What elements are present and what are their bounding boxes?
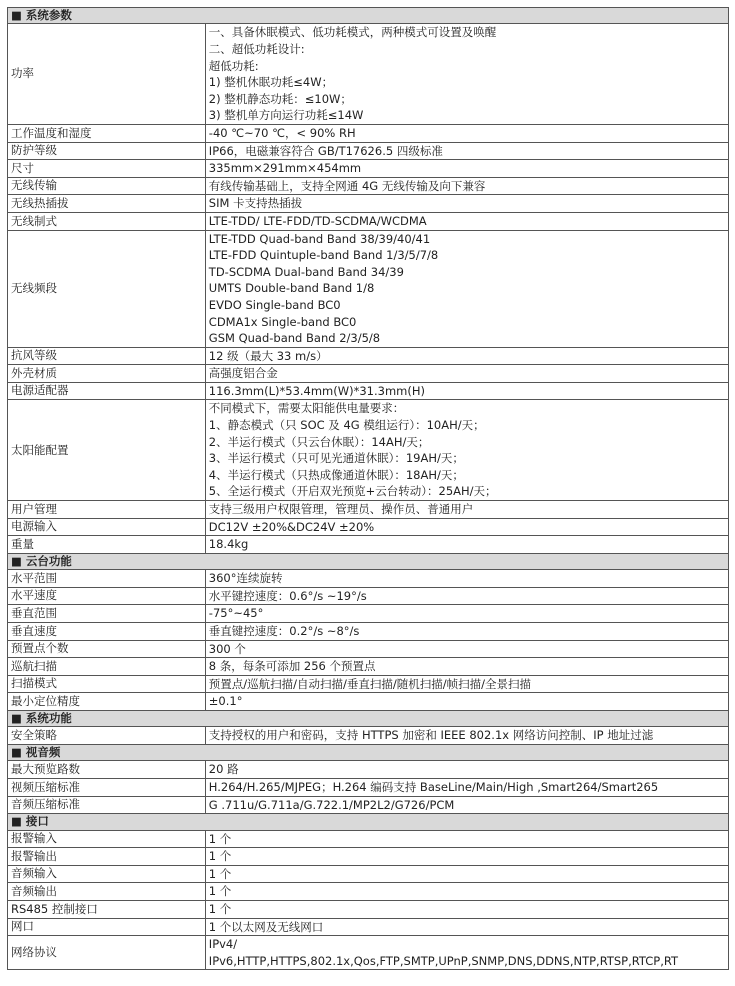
spec-label: 无线热插拔 xyxy=(8,195,206,213)
spec-label: 重量 xyxy=(8,536,206,554)
spec-value xyxy=(205,230,728,347)
spec-value-line: 2) 整机静态功耗：≤10W； xyxy=(208,91,352,106)
spec-value-line: 1、静态模式（只 SOC 及 4G 模组运行）：10AH/天； xyxy=(208,418,485,433)
spec-label: 电源输入 xyxy=(8,518,206,536)
spec-value xyxy=(205,124,728,142)
spec-row xyxy=(8,501,729,519)
spec-row xyxy=(8,605,729,623)
spec-value xyxy=(205,605,728,623)
spec-value xyxy=(205,212,728,230)
spec-value-line: G .711u/G.711a/G.722.1/MP2L2/G726/PCM xyxy=(208,797,455,812)
spec-row xyxy=(8,693,729,711)
spec-row xyxy=(8,124,729,142)
spec-value-line: TD-SCDMA Dual-band Band 34/39 xyxy=(208,264,404,279)
spec-label: 工作温度和湿度 xyxy=(8,124,206,142)
spec-label: 最大预览路数 xyxy=(8,761,206,779)
spec-value-line: 支持三级用户权限管理，管理员、操作员、普通用户 xyxy=(208,502,474,517)
spec-value-line: LTE-FDD Quintuple-band Band 1/3/5/7/8 xyxy=(208,248,439,263)
section-title: ■ 系统功能 xyxy=(8,710,729,726)
spec-value xyxy=(205,693,728,711)
spec-label: 用户管理 xyxy=(8,501,206,519)
spec-value xyxy=(205,24,728,125)
spec-row xyxy=(8,865,729,883)
section-header-row xyxy=(8,553,729,569)
spec-value-line: EVDO Single-band BC0 xyxy=(208,297,341,312)
spec-value-line: 1 个 xyxy=(208,831,232,846)
spec-label: 防护等级 xyxy=(8,142,206,160)
spec-value xyxy=(205,778,728,796)
spec-value-line: 1 个 xyxy=(208,866,232,881)
spec-value-line: 116.3mm(L)*53.4mm(W)*31.3mm(H) xyxy=(208,383,425,398)
spec-value-line: ±0.1° xyxy=(208,694,243,709)
spec-value-line: 预置点/巡航扫描/自动扫描/垂直扫描/随机扫描/帧扫描/全景扫描 xyxy=(208,676,532,691)
spec-value-line: 360°连续旋转 xyxy=(208,571,283,586)
spec-value xyxy=(205,796,728,814)
spec-value xyxy=(205,883,728,901)
spec-row xyxy=(8,24,729,125)
spec-label: 音频输入 xyxy=(8,865,206,883)
spec-row xyxy=(8,936,729,970)
spec-value-line: 3、半运行模式（只可见光通道休眠）：19AH/天； xyxy=(208,451,464,466)
spec-row xyxy=(8,658,729,676)
spec-value-line: 2、半运行模式（只云台休眠）：14AH/天； xyxy=(208,434,430,449)
spec-label: 抗风等级 xyxy=(8,347,206,365)
spec-value xyxy=(205,347,728,365)
section-title: ■ 系统参数 xyxy=(8,8,729,24)
spec-value-line: 1 个 xyxy=(208,884,232,899)
spec-label: 音频输出 xyxy=(8,883,206,901)
section-header-row xyxy=(8,814,729,830)
spec-row xyxy=(8,195,729,213)
spec-value xyxy=(205,400,728,501)
section-header-row xyxy=(8,710,729,726)
spec-value xyxy=(205,918,728,936)
spec-value xyxy=(205,830,728,848)
spec-value xyxy=(205,761,728,779)
spec-value-line: IPv6,HTTP,HTTPS,802.1x,Qos,FTP,SMTP,UPnP,SNMP,DNS,DDNS,NTP,RTSP,RTCP,RT xyxy=(208,953,679,968)
spec-label: 扫描模式 xyxy=(8,675,206,693)
spec-row xyxy=(8,900,729,918)
spec-value-line: GSM Quad-band Band 2/3/5/8 xyxy=(208,331,381,346)
spec-row xyxy=(8,918,729,936)
section-title: ■ 视音频 xyxy=(8,744,729,760)
spec-value-line: SIM 卡支持热插拔 xyxy=(208,196,303,211)
spec-label: 电源适配器 xyxy=(8,382,206,400)
spec-value-line: UMTS Double-band Band 1/8 xyxy=(208,281,375,296)
spec-value-line: -75°~45° xyxy=(208,606,264,621)
spec-value-line: 1 个 xyxy=(208,849,232,864)
spec-label: 视频压缩标准 xyxy=(8,778,206,796)
spec-value xyxy=(205,727,728,745)
spec-value xyxy=(205,658,728,676)
spec-value-line: -40 ℃~70 ℃，< 90% RH xyxy=(208,125,356,140)
spec-value-line: 12 级（最大 33 m/s） xyxy=(208,348,328,363)
spec-row xyxy=(8,778,729,796)
spec-value xyxy=(205,675,728,693)
spec-value xyxy=(205,900,728,918)
spec-value-line: DC12V ±20%&DC24V ±20% xyxy=(208,519,375,534)
spec-value xyxy=(205,865,728,883)
spec-row xyxy=(8,212,729,230)
spec-label: 水平速度 xyxy=(8,587,206,605)
spec-value-line: 1) 整机休眠功耗≤4W； xyxy=(208,75,334,90)
spec-row xyxy=(8,365,729,383)
spec-label: 外壳材质 xyxy=(8,365,206,383)
spec-value-line: 20 路 xyxy=(208,762,239,777)
spec-row xyxy=(8,177,729,195)
spec-value-line: 二、超低功耗设计: xyxy=(208,42,305,56)
spec-row xyxy=(8,142,729,160)
spec-label: 无线频段 xyxy=(8,230,206,347)
spec-label: 报警输入 xyxy=(8,830,206,848)
spec-row xyxy=(8,761,729,779)
spec-label: 尺寸 xyxy=(8,160,206,178)
spec-row xyxy=(8,570,729,588)
spec-label: 网口 xyxy=(8,918,206,936)
spec-value xyxy=(205,518,728,536)
spec-value-line: LTE-TDD/ LTE-FDD/TD-SCDMA/WCDMA xyxy=(208,213,427,228)
spec-row xyxy=(8,796,729,814)
spec-value-line: 335mm×291mm×454mm xyxy=(208,161,362,176)
spec-label: 安全策略 xyxy=(8,727,206,745)
spec-value xyxy=(205,936,728,970)
spec-row xyxy=(8,382,729,400)
spec-value xyxy=(205,623,728,641)
section-title: ■ 云台功能 xyxy=(8,553,729,569)
spec-value-line: 3) 整机单方向运行功耗≤14W xyxy=(208,108,364,123)
spec-value xyxy=(205,501,728,519)
spec-value xyxy=(205,195,728,213)
spec-value-line: 18.4kg xyxy=(208,537,249,552)
spec-value-line: 8 条，每条可添加 256 个预置点 xyxy=(208,659,376,674)
spec-label: 功率 xyxy=(8,24,206,125)
spec-label: RS485 控制接口 xyxy=(8,900,206,918)
spec-row xyxy=(8,536,729,554)
spec-row xyxy=(8,518,729,536)
spec-row xyxy=(8,230,729,347)
spec-label: 音频压缩标准 xyxy=(8,796,206,814)
spec-value-line: 高强度铝合金 xyxy=(208,366,278,381)
spec-label: 报警输出 xyxy=(8,848,206,866)
spec-label: 无线制式 xyxy=(8,212,206,230)
spec-table xyxy=(7,7,729,970)
spec-value-line: 4、半运行模式（只热成像通道休眠）：18AH/天； xyxy=(208,467,464,482)
spec-label: 垂直范围 xyxy=(8,605,206,623)
spec-label: 太阳能配置 xyxy=(8,400,206,501)
spec-value xyxy=(205,587,728,605)
spec-value-line: 300 个 xyxy=(208,641,246,656)
spec-row xyxy=(8,160,729,178)
spec-row xyxy=(8,347,729,365)
section-title: ■ 接口 xyxy=(8,814,729,830)
section-header-row xyxy=(8,744,729,760)
spec-value-line: 水平键控速度：0.6°/s ~19°/s xyxy=(208,588,367,603)
spec-value-line: LTE-TDD Quad-band Band 38/39/40/41 xyxy=(208,231,431,246)
spec-row xyxy=(8,883,729,901)
spec-value-line: 一、具备休眠模式、低功耗模式，两种模式可设置及唤醒 xyxy=(208,25,497,40)
spec-value xyxy=(205,142,728,160)
spec-label: 预置点个数 xyxy=(8,640,206,658)
spec-value xyxy=(205,365,728,383)
spec-row xyxy=(8,640,729,658)
spec-value-line: 不同模式下，需要太阳能供电量要求： xyxy=(208,401,405,416)
spec-value-line: 1 个以太网及无线网口 xyxy=(208,919,324,934)
spec-value-line: 超低功耗: xyxy=(208,58,259,73)
spec-value xyxy=(205,640,728,658)
spec-label: 最小定位精度 xyxy=(8,693,206,711)
spec-value-line: CDMA1x Single-band BC0 xyxy=(208,314,357,329)
spec-label: 巡航扫描 xyxy=(8,658,206,676)
spec-value xyxy=(205,160,728,178)
spec-label: 垂直速度 xyxy=(8,623,206,641)
spec-value-line: 1 个 xyxy=(208,901,232,916)
spec-value xyxy=(205,570,728,588)
spec-label: 网络协议 xyxy=(8,936,206,970)
section-header-row xyxy=(8,8,729,24)
spec-table-body xyxy=(8,8,729,970)
spec-row xyxy=(8,848,729,866)
spec-label: 无线传输 xyxy=(8,177,206,195)
spec-row xyxy=(8,675,729,693)
spec-value-line: 5、全运行模式（开启双光预览+云台转动）：25AH/天； xyxy=(208,484,497,499)
spec-value-line: H.264/H.265/MJPEG；H.264 编码支持 BaseLine/Main/High ,Smart264/Smart265 xyxy=(208,779,659,794)
spec-value xyxy=(205,177,728,195)
spec-value-line: 有线传输基础上，支持全网通 4G 无线传输及向下兼容 xyxy=(208,178,486,193)
spec-value xyxy=(205,382,728,400)
spec-value-line: 垂直键控速度：0.2°/s ~8°/s xyxy=(208,624,360,638)
spec-value-line: IPv4/ xyxy=(208,937,238,952)
spec-value-line: IP66，电磁兼容符合 GB/T17626.5 四级标准 xyxy=(208,143,443,158)
spec-value xyxy=(205,536,728,554)
spec-value-line: 支持授权的用户和密码，支持 HTTPS 加密和 IEEE 802.1x 网络访问控制、IP 地址过滤 xyxy=(208,728,654,743)
spec-value xyxy=(205,848,728,866)
spec-row xyxy=(8,727,729,745)
spec-row xyxy=(8,623,729,641)
spec-row xyxy=(8,830,729,848)
spec-row xyxy=(8,400,729,501)
spec-label: 水平范围 xyxy=(8,570,206,588)
spec-row xyxy=(8,587,729,605)
